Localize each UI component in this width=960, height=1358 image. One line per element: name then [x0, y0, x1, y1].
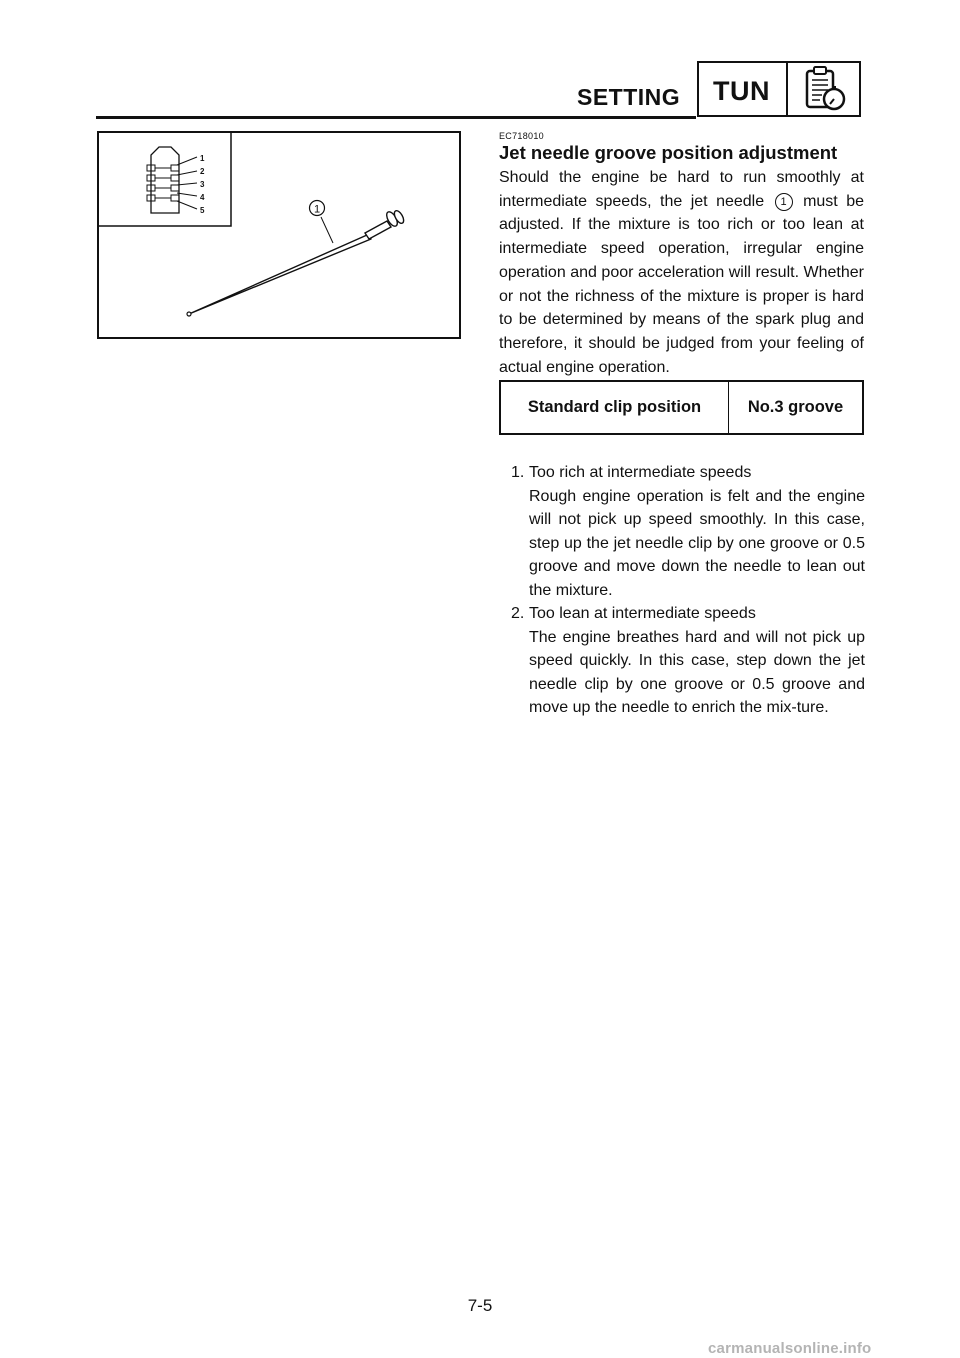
clipboard-stopwatch-icon: [798, 64, 852, 114]
condition-list: [499, 461, 865, 720]
watermark-text: carmanualsonline.info: [708, 1340, 872, 1357]
paragraph-text: Should the engine be hard to run smoothly at intermediate speeds, the jet needle: [499, 169, 864, 210]
header-rule: [96, 116, 696, 119]
spec-value: No.3 groove: [747, 398, 844, 416]
list-item-title: Too lean at intermediate speeds: [529, 605, 756, 622]
callout-number: 1: [313, 203, 321, 216]
chapter-tab-divider: [786, 61, 788, 117]
list-item-body: Rough engine operation is felt and the engine will not pick up speed smoothly. In this case, step up the jet needle clip by one groove or 0.5 groove and move down the needle to lean out the mixture.: [529, 487, 865, 599]
list-item: [499, 461, 865, 602]
callout-reference: 1: [775, 193, 793, 211]
chapter-tab-label: TUN: [713, 76, 770, 106]
groove-number: 3: [200, 180, 205, 189]
spec-table: [499, 380, 864, 435]
groove-number: 2: [200, 167, 205, 176]
spec-label: Standard clip position: [501, 382, 729, 433]
list-number: 1.: [511, 464, 525, 481]
jet-needle-figure: [97, 131, 461, 339]
section-code: EC718010: [499, 131, 544, 141]
list-number: 2.: [511, 605, 525, 622]
page-number: 7-5: [467, 1296, 493, 1315]
list-item: [499, 602, 865, 720]
section-title: SETTING: [577, 84, 681, 110]
groove-number: 5: [200, 206, 205, 215]
section-heading: Jet needle groove position adjustment: [499, 142, 838, 163]
list-item-body: The engine breathes hard and will not pick up speed quickly. In this case, step down the jet needle clip by one groove or 0.5 groove and move up the needle to enrich the mix-ture.: [529, 628, 865, 716]
paragraph-text: must be adjusted. If the mixture is too rich or too lean at intermediate speed operation, irregular engine operation and poor acceleration will result. Whether or not the richness of the mixture is proper is hard to be determined by means of the spark plug and therefore, it should be judged from your feeling of actual engine operation.: [499, 192, 864, 376]
list-item-title: Too rich at intermediate speeds: [529, 464, 752, 481]
body-paragraph: [499, 166, 864, 379]
jet-needle-illustration: [99, 133, 463, 341]
groove-number: 1: [200, 154, 205, 163]
groove-number: 4: [200, 193, 205, 202]
